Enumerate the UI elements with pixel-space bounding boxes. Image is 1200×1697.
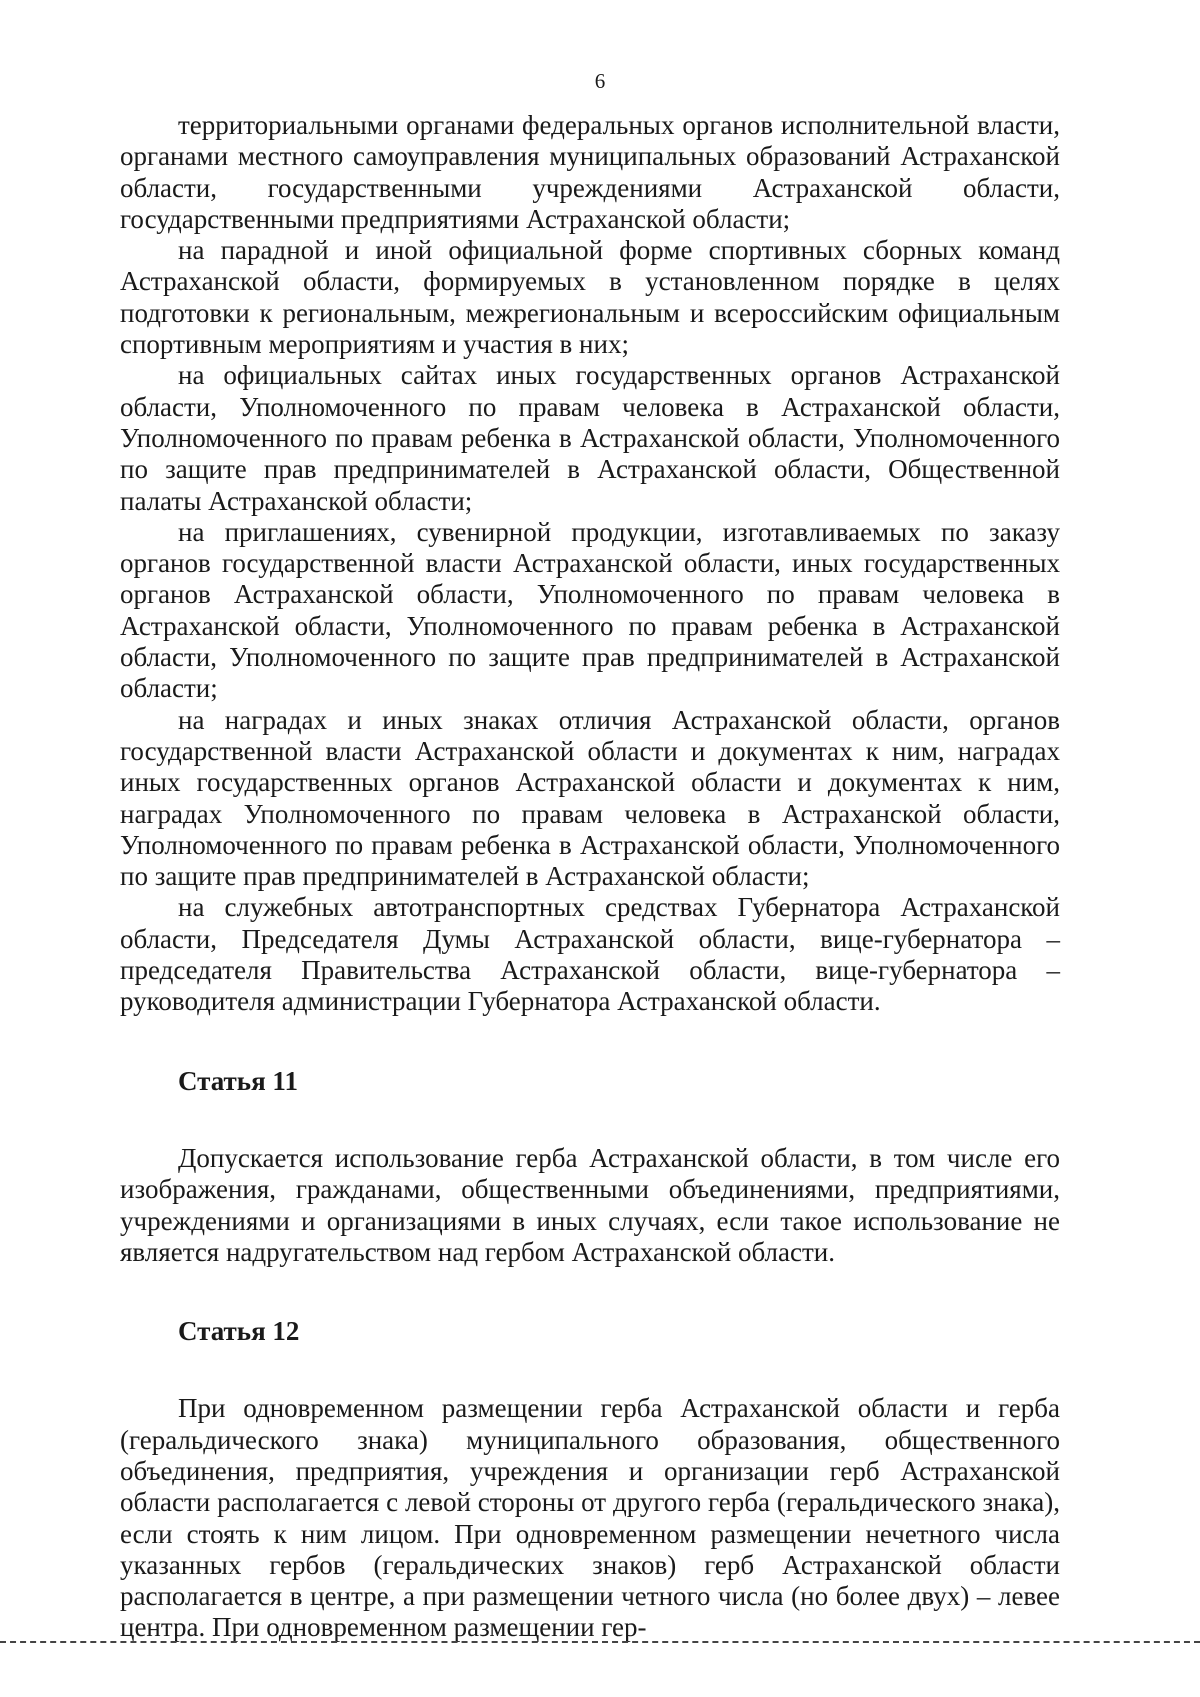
paragraph-official-vehicles: на служебных автотранспортных средствах Губернатора Астраханской области, Председателя Думы Астраханской области, вице-губернатора – председателя Правительства Астраханской области, вице-губернатора – руководителя администрации Губернатора Астраханской области. [120, 892, 1060, 1017]
spacer [120, 1347, 1060, 1393]
spacer [120, 1018, 1060, 1066]
spacer [120, 1268, 1060, 1316]
article-11-text: Допускается использование герба Астраханской области, в том числе его изображения, гражданами, общественными объединениями, предприятиями, учреждениями и организациями в иных случаях, если такое использование не является надругательством над гербом Астраханской области. [120, 1142, 1060, 1267]
document-body [120, 110, 1060, 1644]
article-11-heading: Статья 11 [178, 1065, 298, 1096]
paragraph-invitations-souvenirs: на приглашениях, сувенирной продукции, изготавливаемых по заказу органов государственной власти Астраханской области, иных государственных органов Астраханской области, Уполномоченного по правам человека в Астраханской области, Уполномоченного по правам ребенка в Астраханской области, Уполномоченного по защите прав предпринимателей в Астраханской области; [120, 516, 1060, 704]
paragraph-territorial-bodies: территориальными органами федеральных органов исполнительной власти, органами местного самоуправления муниципальных образований Астраханской области, государственными учреждениями Астраханской области, государственными предприятиями Астраханской области; [120, 110, 1060, 234]
spacer [120, 1097, 1060, 1143]
article-12-heading: Статья 12 [178, 1316, 300, 1347]
page-bottom-rule [0, 1641, 1200, 1643]
article-12-text: При одновременном размещении герба Астраханской области и герба (геральдического знака) муниципального образования, общественного объединения, предприятия, учреждения и организации герб Астраханской области располагается с левой стороны от другого герба (геральдического знака), если стоять к ним лицом. При одновременном размещении нечетного числа указанных гербов (геральдических знаков) герб Астраханской области располагается в центре, а при размещении четного числа (но более двух) – левее центра. При одновременном размещении гер- [120, 1393, 1060, 1643]
paragraph-official-websites: на официальных сайтах иных государственных органов Астраханской области, Уполномоченного по правам человека в Астраханской области, Уполномоченного по правам ребенка в Астраханской области, Уполномоченного по защите прав предпринимателей в Астраханской области, Общественной палаты Астраханской области; [120, 360, 1060, 516]
paragraph-sports-uniform: на парадной и иной официальной форме спортивных сборных команд Астраханской области, формируемых в установленном порядке в целях подготовки к региональным, межрегиональным и всероссийским официальным спортивным мероприятиям и участия в них; [120, 235, 1060, 360]
page-number: 6 [594, 69, 606, 93]
paragraph-awards: на наградах и иных знаках отличия Астраханской области, органов государственной власти Астраханской области и документах к ним, наградах иных государственных органов Астраханской области и документах к ним, наградах Уполномоченного по правам человека в Астраханской области, Уполномоченного по правам ребенка в Астраханской области, Уполномоченного по защите прав предпринимателей в Астраханской области; [120, 704, 1060, 892]
